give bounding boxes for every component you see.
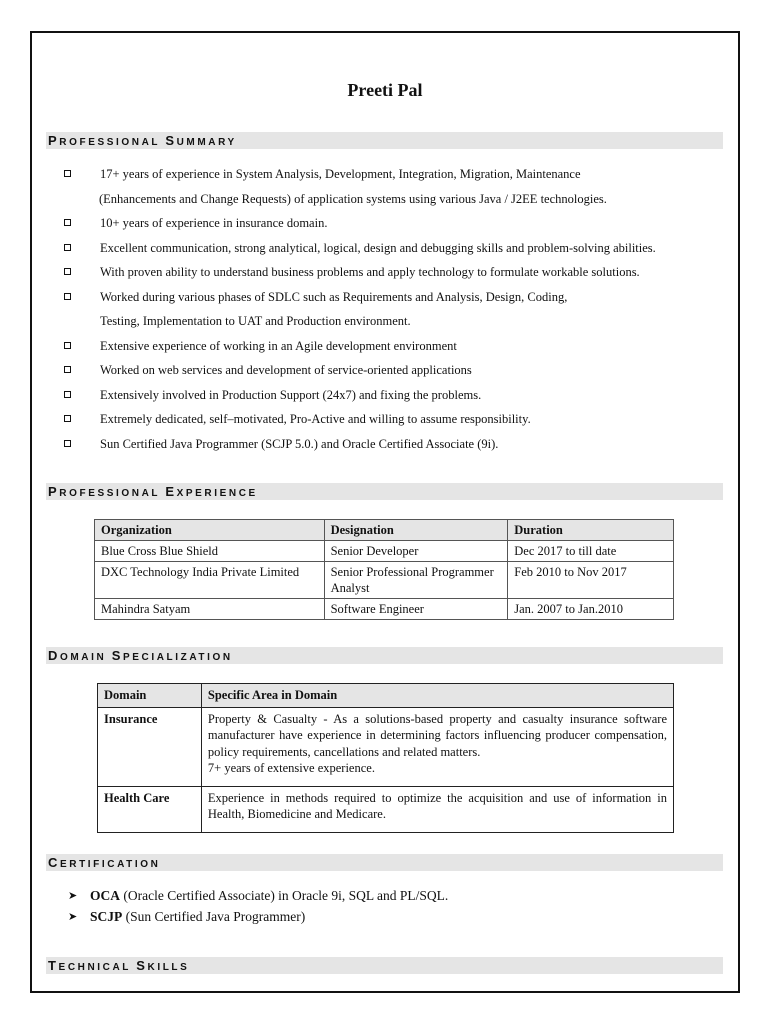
column-header-organization: Organization bbox=[95, 520, 325, 541]
arrow-bullet-icon: ➤ bbox=[68, 890, 78, 902]
hollow-square-icon bbox=[64, 342, 71, 349]
section-heading-technical-skills: TECHNICAL SKILLS bbox=[46, 957, 723, 974]
domain-description: Property & Casualty - As a solutions-based property and casualty insurance software manufacturer have experience in determining factors influencing producer compensation, policy requirements, cancellations and related matters. bbox=[207, 711, 667, 759]
summary-item: Extensively involved in Production Support (24x7) and fixing the problems. bbox=[62, 383, 722, 408]
column-header-domain: Domain bbox=[98, 684, 202, 708]
organization-cell: Mahindra Satyam bbox=[95, 599, 325, 620]
domain-description: Experience in methods required to optimize the acquisition and use of information in Health, Biomedicine and Medicare. bbox=[207, 790, 667, 821]
summary-item: Extensive experience of working in an Agile development environment bbox=[62, 334, 722, 359]
summary-item: Sun Certified Java Programmer (SCJP 5.0.) and Oracle Certified Associate (9i). bbox=[62, 432, 722, 457]
domain-area-cell bbox=[201, 786, 673, 832]
hollow-square-icon bbox=[64, 268, 71, 275]
table-row bbox=[95, 599, 674, 620]
hollow-square-icon bbox=[64, 440, 71, 447]
hollow-square-icon bbox=[64, 391, 71, 398]
domain-table bbox=[97, 683, 674, 833]
arrow-bullet-icon: ➤ bbox=[68, 911, 78, 923]
hollow-square-icon bbox=[64, 366, 71, 373]
table-row bbox=[98, 786, 674, 832]
designation-cell: Senior Professional Programmer Analyst bbox=[324, 562, 508, 599]
hollow-square-icon bbox=[64, 219, 71, 226]
certification-item: ➤ SCJP (Sun Certified Java Programmer) bbox=[66, 906, 448, 927]
summary-item: Excellent communication, strong analytical, logical, design and debugging skills and problem-solving abilities. bbox=[62, 236, 722, 261]
column-header-duration: Duration bbox=[508, 520, 674, 541]
organization-cell: DXC Technology India Private Limited bbox=[95, 562, 325, 599]
section-heading-professional-summary: PROFESSIONAL SUMMARY bbox=[46, 132, 723, 149]
section-heading-certification: CERTIFICATION bbox=[46, 854, 723, 871]
domain-experience-note: 7+ years of extensive experience. bbox=[207, 761, 375, 775]
summary-list bbox=[62, 162, 722, 456]
section-heading-professional-experience: PROFESSIONAL EXPERIENCE bbox=[46, 483, 723, 500]
domain-name-cell: Insurance bbox=[98, 707, 202, 786]
summary-item: Worked during various phases of SDLC such as Requirements and Analysis, Design, Coding, Testing, Implementation to UAT and Production environment. bbox=[62, 285, 722, 334]
summary-item: Worked on web services and development of service-oriented applications bbox=[62, 358, 722, 383]
hollow-square-icon bbox=[64, 293, 71, 300]
certification-item: ➤ OCA (Oracle Certified Associate) in Oracle 9i, SQL and PL/SQL. bbox=[66, 885, 448, 906]
summary-item: 17+ years of experience in System Analysis, Development, Integration, Migration, Maintenance (Enhancements and Change Requests) of application systems using various Java / J2EE technologies. bbox=[62, 162, 722, 211]
table-row bbox=[95, 541, 674, 562]
summary-item: Extremely dedicated, self–motivated, Pro-Active and willing to assume responsibility. bbox=[62, 407, 722, 432]
column-header-designation: Designation bbox=[324, 520, 508, 541]
duration-cell: Dec 2017 to till date bbox=[508, 541, 674, 562]
domain-area-cell bbox=[201, 707, 673, 786]
duration-cell: Feb 2010 to Nov 2017 bbox=[508, 562, 674, 599]
summary-item: 10+ years of experience in insurance domain. bbox=[62, 211, 722, 236]
column-header-specific-area: Specific Area in Domain bbox=[201, 684, 673, 708]
table-header-row bbox=[98, 684, 674, 708]
hollow-square-icon bbox=[64, 170, 71, 177]
experience-table bbox=[94, 519, 674, 620]
hollow-square-icon bbox=[64, 415, 71, 422]
table-header-row bbox=[95, 520, 674, 541]
hollow-square-icon bbox=[64, 244, 71, 251]
table-row bbox=[95, 562, 674, 599]
designation-cell: Senior Developer bbox=[324, 541, 508, 562]
candidate-name: Preeti Pal bbox=[347, 80, 423, 100]
domain-name-cell: Health Care bbox=[98, 786, 202, 832]
section-heading-domain-specialization: DOMAIN SPECIALIZATION bbox=[46, 647, 723, 664]
summary-item: With proven ability to understand business problems and apply technology to formulate workable solutions. bbox=[62, 260, 722, 285]
table-row bbox=[98, 707, 674, 786]
organization-cell: Blue Cross Blue Shield bbox=[95, 541, 325, 562]
designation-cell: Software Engineer bbox=[324, 599, 508, 620]
duration-cell: Jan. 2007 to Jan.2010 bbox=[508, 599, 674, 620]
resume-page bbox=[30, 31, 740, 993]
certification-list bbox=[66, 885, 448, 927]
